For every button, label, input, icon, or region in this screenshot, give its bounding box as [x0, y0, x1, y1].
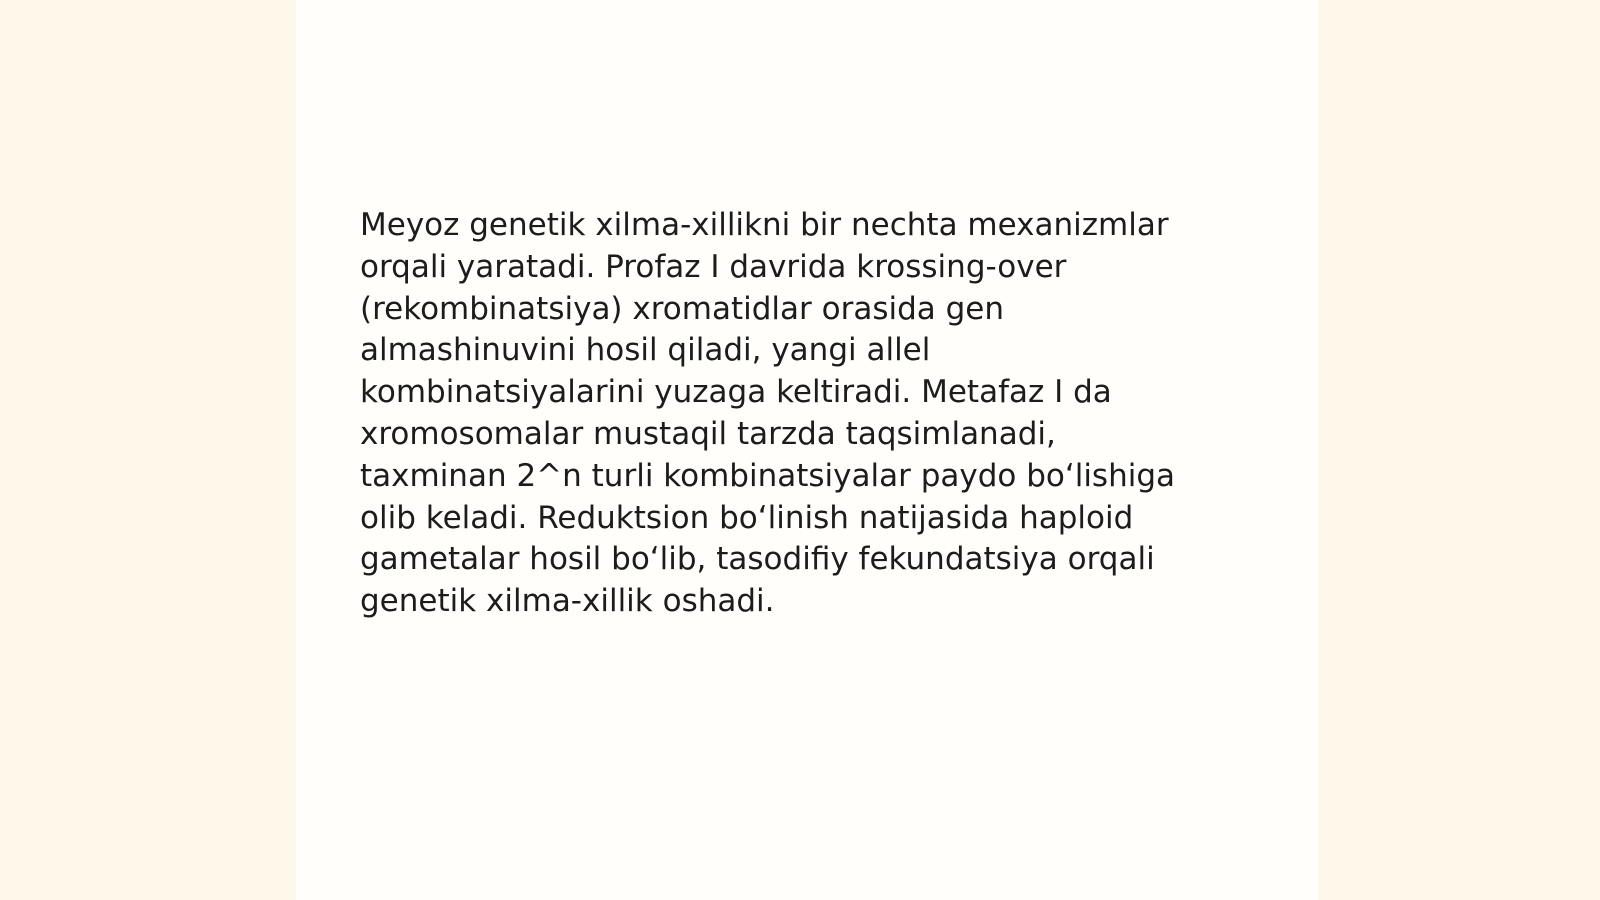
- body-line: taxminan 2^n turli kombinatsiyalar paydo bo‘lishiga: [360, 457, 1176, 494]
- body-line: kombinatsiyalarini yuzaga keltiradi. Metafaz I da: [360, 374, 1112, 411]
- body-line: olib keladi. Reduktsion bo‘linish natijasida haploid: [360, 499, 1134, 536]
- body-line: orqali yaratadi. Profaz I davrida krossing-over: [360, 248, 1067, 285]
- body-line: almashinuvini hosil qiladi, yangi allel: [360, 332, 931, 369]
- body-line: (rekombinatsiya) xromatidlar orasida gen: [360, 290, 1005, 327]
- body-line: xromosomalar mustaqil tarzda taqsimlanadi,: [360, 415, 1056, 452]
- body-line: genetik xilma-xillik oshadi.: [360, 583, 775, 620]
- body-line: gametalar hosil bo‘lib, tasodifiy fekundatsiya orqali: [360, 541, 1155, 578]
- slide-body-text: [360, 205, 1220, 623]
- body-line: Meyoz genetik xilma-xillikni bir nechta mexanizmlar: [360, 207, 1169, 243]
- slide-page: [296, 0, 1318, 900]
